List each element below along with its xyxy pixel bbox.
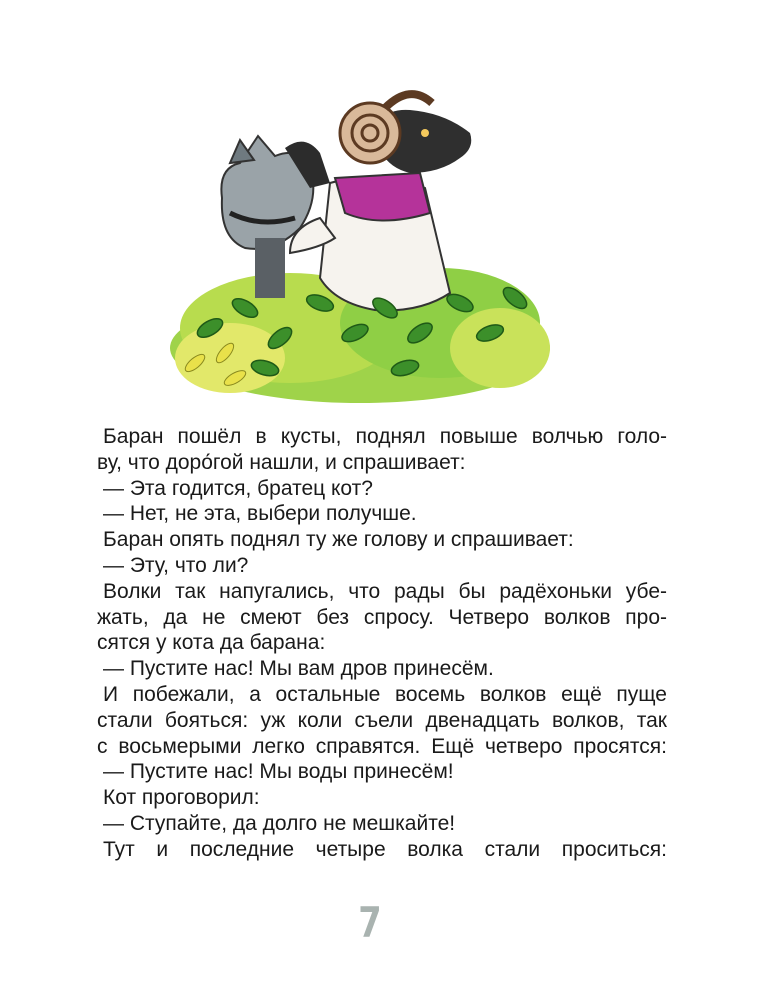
illustration-wolf-and-ram	[170, 78, 550, 403]
story-line: Баран опять поднял ту же голову и спрашивает:	[103, 528, 574, 552]
story-line: стали бояться: уж коли съели двенадцать волков, так	[97, 708, 667, 732]
story-text	[97, 424, 667, 863]
story-line: — Пустите нас! Мы воды принесём!	[103, 760, 454, 784]
story-line: — Ступайте, да долго не мешкайте!	[103, 811, 456, 835]
story-line: — Нет, не эта, выбери получше.	[103, 502, 417, 526]
story-line: сятся у кота да барана:	[97, 631, 326, 655]
story-line: Кот проговорил:	[103, 786, 260, 810]
story-line: — Эта годится, братец кот?	[103, 476, 373, 500]
story-line: — Пустите нас! Мы вам дров принесём.	[103, 657, 494, 681]
story-line: Баран пошёл в кусты, поднял повыше волчью голо-	[103, 425, 667, 448]
story-line: Волки так напугались, что рады бы радёхоньки убе-	[103, 579, 667, 603]
story-line: И побежали, а остальные восемь волков ещё пуще	[103, 682, 667, 706]
story-line: — Эту, что ли?	[103, 553, 249, 577]
page-number: 7	[358, 898, 382, 947]
story-line: Тут и последние четыре волка стали проситься:	[103, 837, 667, 861]
story-line: с восьмерыми легко справятся. Ещё четверо просятся:	[97, 734, 667, 758]
story-line: ву, что доро́гой нашли, и спрашивает:	[97, 450, 466, 474]
story-line: жать, да не смеют без спросу. Четверо волков про-	[97, 605, 667, 629]
